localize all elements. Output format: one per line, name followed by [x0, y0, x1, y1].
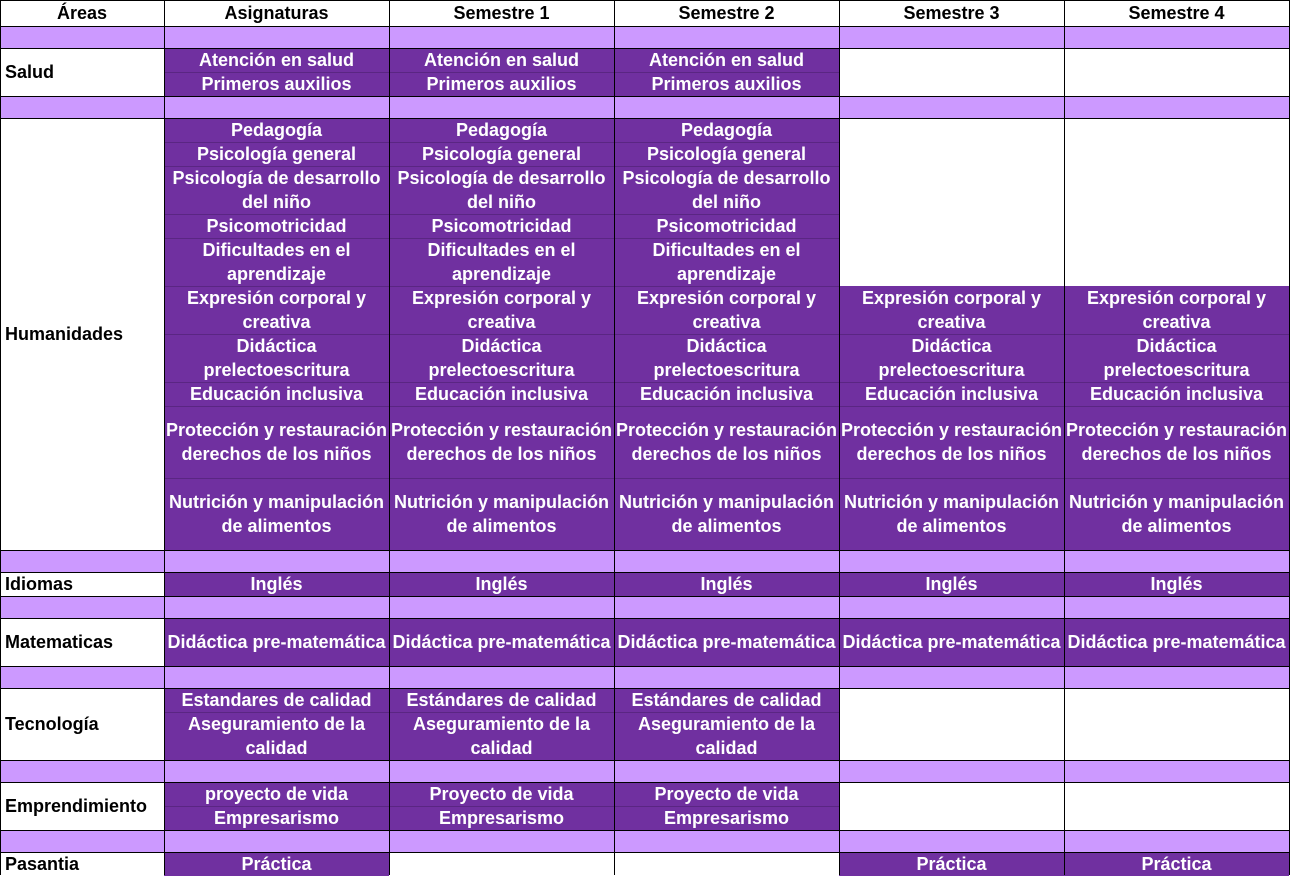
subject-cell: Psicología de desarrollo del niño: [164, 166, 389, 214]
subject-cell: Aseguramiento de la calidad: [389, 712, 614, 760]
subject-cell: Expresión corporal y creativa: [614, 286, 839, 334]
spacer-row: [164, 830, 389, 852]
empty-cell: [839, 782, 1064, 830]
subject-cell: Psicología general: [389, 142, 614, 166]
subject-cell: Atención en salud: [389, 48, 614, 72]
subject-cell: Protección y restauración derechos de los niños: [614, 406, 839, 478]
spacer-row: [614, 666, 839, 688]
spacer-row: [389, 96, 614, 118]
subject-cell: Estándares de calidad: [614, 688, 839, 712]
spacer-row: [0, 830, 164, 852]
subject-cell: Primeros auxilios: [389, 72, 614, 96]
spacer-row: [1064, 550, 1289, 572]
subject-cell: Didáctica prelectoescritura: [839, 334, 1064, 382]
subject-cell: Nutrición y manipulación de alimentos: [839, 478, 1064, 550]
subject-cell: Práctica: [839, 852, 1064, 876]
empty-cell: [839, 118, 1064, 286]
subject-cell: Psicología de desarrollo del niño: [389, 166, 614, 214]
spacer-row: [0, 96, 164, 118]
column-header-3: Semestre 2: [614, 0, 839, 26]
subject-cell: Inglés: [164, 572, 389, 596]
empty-cell: [839, 48, 1064, 96]
spacer-row: [839, 26, 1064, 48]
spacer-row: [1064, 26, 1289, 48]
subject-cell: Inglés: [389, 572, 614, 596]
area-label: Humanidades: [0, 118, 164, 550]
empty-cell: [839, 688, 1064, 760]
spacer-row: [0, 550, 164, 572]
spacer-row: [164, 550, 389, 572]
subject-cell: Educación inclusiva: [389, 382, 614, 406]
subject-cell: Estandares de calidad: [164, 688, 389, 712]
subject-cell: Inglés: [1064, 572, 1289, 596]
spacer-row: [0, 760, 164, 782]
subject-cell: Primeros auxilios: [614, 72, 839, 96]
subject-cell: Inglés: [839, 572, 1064, 596]
spacer-row: [0, 26, 164, 48]
empty-cell: [614, 852, 839, 876]
subject-cell: Práctica: [164, 852, 389, 876]
subject-cell: Estándares de calidad: [389, 688, 614, 712]
subject-cell: Aseguramiento de la calidad: [164, 712, 389, 760]
area-label: Pasantia: [0, 852, 164, 876]
subject-cell: Atención en salud: [614, 48, 839, 72]
subject-cell: Empresarismo: [614, 806, 839, 830]
subject-cell: Educación inclusiva: [614, 382, 839, 406]
column-header-2: Semestre 1: [389, 0, 614, 26]
column-header-1: Asignaturas: [164, 0, 389, 26]
subject-cell: Didáctica prelectoescritura: [614, 334, 839, 382]
spacer-row: [614, 96, 839, 118]
subject-cell: proyecto de vida: [164, 782, 389, 806]
subject-cell: Empresarismo: [389, 806, 614, 830]
column-header-4: Semestre 3: [839, 0, 1064, 26]
subject-cell: Práctica: [1064, 852, 1289, 876]
subject-cell: Dificultades en el aprendizaje: [164, 238, 389, 286]
spacer-row: [0, 666, 164, 688]
subject-cell: Didáctica pre-matemática: [389, 618, 614, 666]
subject-cell: Protección y restauración derechos de los niños: [1064, 406, 1289, 478]
spacer-row: [614, 550, 839, 572]
subject-cell: Dificultades en el aprendizaje: [389, 238, 614, 286]
spacer-row: [389, 760, 614, 782]
column-header-5: Semestre 4: [1064, 0, 1289, 26]
subject-cell: Nutrición y manipulación de alimentos: [614, 478, 839, 550]
spacer-row: [389, 26, 614, 48]
spacer-row: [839, 596, 1064, 618]
subject-cell: Didáctica pre-matemática: [1064, 618, 1289, 666]
subject-cell: Psicología general: [164, 142, 389, 166]
empty-cell: [389, 852, 614, 876]
subject-cell: Atención en salud: [164, 48, 389, 72]
subject-cell: Psicología general: [614, 142, 839, 166]
subject-cell: Empresarismo: [164, 806, 389, 830]
area-label: Tecnología: [0, 688, 164, 760]
empty-cell: [1064, 688, 1289, 760]
spacer-row: [164, 26, 389, 48]
spacer-row: [839, 666, 1064, 688]
subject-cell: Educación inclusiva: [1064, 382, 1289, 406]
subject-cell: Protección y restauración derechos de los niños: [164, 406, 389, 478]
spacer-row: [839, 830, 1064, 852]
subject-cell: Psicomotricidad: [614, 214, 839, 238]
spacer-row: [164, 666, 389, 688]
spacer-row: [389, 596, 614, 618]
spacer-row: [614, 26, 839, 48]
subject-cell: Pedagogía: [389, 118, 614, 142]
empty-cell: [1064, 48, 1289, 96]
subject-cell: Pedagogía: [614, 118, 839, 142]
spacer-row: [0, 596, 164, 618]
spacer-row: [1064, 666, 1289, 688]
spacer-row: [839, 96, 1064, 118]
spacer-row: [164, 96, 389, 118]
subject-cell: Nutrición y manipulación de alimentos: [164, 478, 389, 550]
spacer-row: [389, 666, 614, 688]
spacer-row: [614, 830, 839, 852]
area-label: Idiomas: [0, 572, 164, 596]
subject-cell: Psicomotricidad: [164, 214, 389, 238]
spacer-row: [1064, 96, 1289, 118]
area-label: Emprendimiento: [0, 782, 164, 830]
subject-cell: Nutrición y manipulación de alimentos: [389, 478, 614, 550]
spacer-row: [839, 550, 1064, 572]
spacer-row: [389, 830, 614, 852]
subject-cell: Protección y restauración derechos de los niños: [389, 406, 614, 478]
spacer-row: [614, 596, 839, 618]
spacer-row: [839, 760, 1064, 782]
spacer-row: [1064, 830, 1289, 852]
subject-cell: Inglés: [614, 572, 839, 596]
subject-cell: Nutrición y manipulación de alimentos: [1064, 478, 1289, 550]
subject-cell: Proyecto de vida: [389, 782, 614, 806]
subject-cell: Primeros auxilios: [164, 72, 389, 96]
spacer-row: [614, 760, 839, 782]
spacer-row: [389, 550, 614, 572]
subject-cell: Educación inclusiva: [839, 382, 1064, 406]
subject-cell: Psicología de desarrollo del niño: [614, 166, 839, 214]
subject-cell: Expresión corporal y creativa: [389, 286, 614, 334]
subject-cell: Protección y restauración derechos de los niños: [839, 406, 1064, 478]
empty-cell: [1064, 782, 1289, 830]
subject-cell: Psicomotricidad: [389, 214, 614, 238]
subject-cell: Dificultades en el aprendizaje: [614, 238, 839, 286]
subject-cell: Didáctica prelectoescritura: [1064, 334, 1289, 382]
subject-cell: Didáctica pre-matemática: [839, 618, 1064, 666]
area-label: Salud: [0, 48, 164, 96]
subject-cell: Didáctica pre-matemática: [164, 618, 389, 666]
subject-cell: Didáctica prelectoescritura: [389, 334, 614, 382]
subject-cell: Pedagogía: [164, 118, 389, 142]
subject-cell: Educación inclusiva: [164, 382, 389, 406]
subject-cell: Expresión corporal y creativa: [164, 286, 389, 334]
subject-cell: Aseguramiento de la calidad: [614, 712, 839, 760]
spacer-row: [1064, 596, 1289, 618]
subject-cell: Expresión corporal y creativa: [1064, 286, 1289, 334]
subject-cell: Didáctica pre-matemática: [614, 618, 839, 666]
subject-cell: Proyecto de vida: [614, 782, 839, 806]
empty-cell: [1064, 118, 1289, 286]
subject-cell: Expresión corporal y creativa: [839, 286, 1064, 334]
spacer-row: [1064, 760, 1289, 782]
spacer-row: [164, 596, 389, 618]
spacer-row: [164, 760, 389, 782]
subject-cell: Didáctica prelectoescritura: [164, 334, 389, 382]
area-label: Matematicas: [0, 618, 164, 666]
column-header-0: Áreas: [0, 0, 164, 26]
